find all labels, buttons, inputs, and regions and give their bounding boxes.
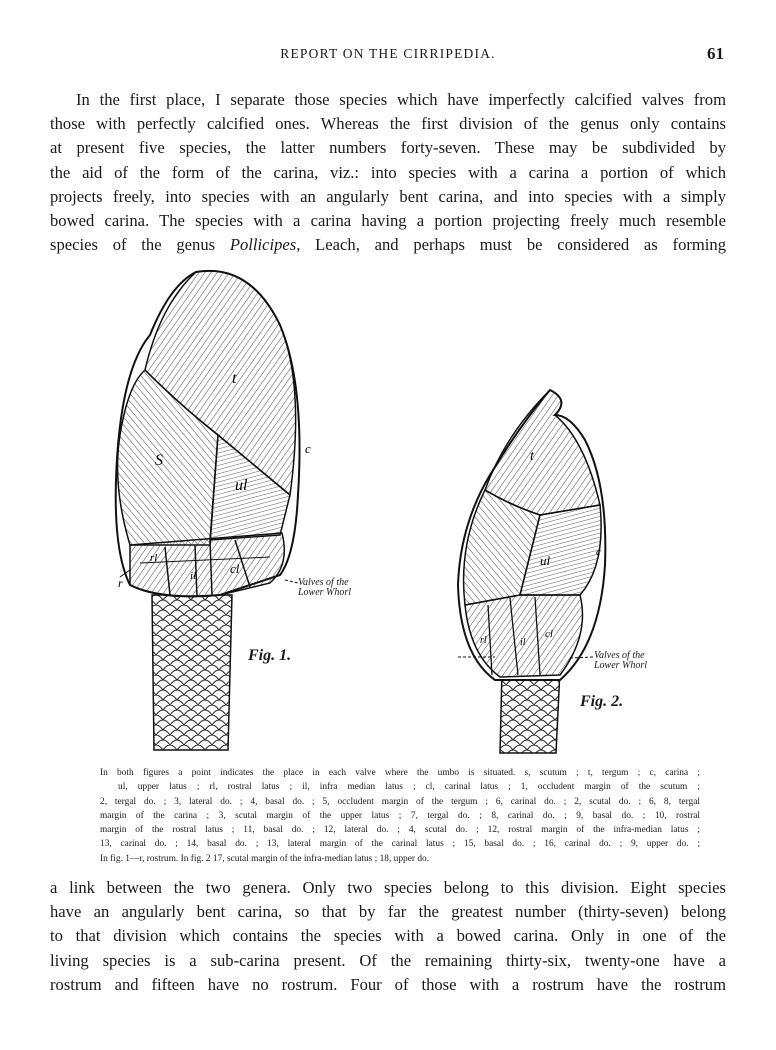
fig1-letter: r bbox=[118, 576, 123, 590]
text-line: bowed carina. The species with a carina having a portion projecting freely much resemble bbox=[50, 211, 726, 231]
text-line: have an angularly bent carina, so that by far the greatest number (thirty-seven) belong bbox=[50, 902, 726, 922]
caption-line: In fig. 1—r, rostrum. In fig. 2 17, scutal margin of the infra-median latus ; 18, upper do. bbox=[100, 853, 430, 864]
text-line: those with perfectly calcified ones. Whereas the first division of the genus only contains bbox=[50, 114, 726, 134]
text-line bbox=[50, 233, 726, 257]
fig2-letter: cl bbox=[545, 628, 553, 640]
fig1-letter: il bbox=[190, 570, 197, 582]
text-line: living species is a sub-carina present. Of the remaining thirty-six, twenty-one have a bbox=[50, 950, 726, 970]
fig2-letter: c bbox=[596, 546, 601, 558]
text-fragment: , Leach, and perhaps must be considered as forming bbox=[296, 235, 726, 255]
fig1-peduncle bbox=[152, 595, 232, 750]
fig2-valves-line: Valves of the bbox=[594, 650, 645, 661]
caption-line: ul, upper latus ; rl, rostral latus ; il, infra median latus ; cl, carinal latus ; 1, occludent margin of the scutum ; bbox=[118, 782, 700, 793]
text-line: the aid of the form of the carina, viz.: into species with a carina a portion of which bbox=[50, 162, 726, 182]
fig2-letter: il bbox=[520, 637, 526, 648]
figure-caption bbox=[100, 766, 700, 866]
caption-line: margin of the rostral latus ; 11, basal do. ; 12, lateral do. ; 4, scutal do. ; 12, rostral margin of the infra-median latus ; bbox=[100, 825, 700, 836]
fig1-letter: cl bbox=[230, 561, 240, 576]
text-fragment: species of the genus bbox=[50, 235, 230, 255]
fig2-peduncle bbox=[500, 670, 560, 753]
fig1-label: Fig. 1. bbox=[248, 647, 292, 664]
barnacle-illustration bbox=[100, 265, 660, 755]
caption-line: 2, tergal do. ; 3, lateral do. ; 4, basal do. ; 5, occludent margin of the tergum ; 6, carinal do. ; 2, scutal do. ; 6, 8, tergal bbox=[100, 796, 700, 807]
caption-line: In both figures a point indicates the place in each valve where the umbo is situated. s, scutum ; t, tergum ; c, carina ; bbox=[100, 768, 700, 778]
text-line: at present five species, the latter numbers forty-seven. These may be subdivided by bbox=[50, 138, 726, 158]
page-header bbox=[0, 46, 776, 68]
text-line: projects freely, into species with an angularly bent carina, and into species with a simply bbox=[50, 186, 726, 206]
text-line: rostrum and fifteen have no rostrum. Four of those with a rostrum have the rostrum bbox=[50, 974, 726, 994]
fig1-letter: rl bbox=[150, 552, 158, 564]
fig2-label: Fig. 2. bbox=[580, 693, 624, 710]
figure-plate bbox=[100, 265, 660, 755]
fig1-lower-whorl bbox=[130, 533, 284, 597]
fig2-letter: t bbox=[530, 449, 534, 464]
page-number: 61 bbox=[707, 44, 724, 63]
fig2-letter: rl bbox=[480, 635, 487, 646]
fig1-letter: ul bbox=[235, 477, 248, 494]
genus-name: Pollicipes bbox=[229, 235, 297, 255]
fig1-valves-label bbox=[298, 578, 351, 598]
fig1-letter: t bbox=[232, 370, 237, 387]
fig1-valves-line: Lower Whorl bbox=[298, 587, 352, 598]
paragraph-intro bbox=[50, 88, 726, 257]
caption-line: margin of the carina ; 3, scutal margin of the upper latus ; 7, tergal do. ; 8, carinal do. ; 9, basal do. ; 10, rostral bbox=[100, 810, 700, 821]
fig1-letter: S bbox=[155, 452, 163, 469]
fig2-letter: ul bbox=[540, 553, 551, 568]
running-title: REPORT ON THE CIRRIPEDIA. bbox=[280, 46, 496, 61]
text-line: a link between the two genera. Only two species belong to this division. Eight species bbox=[50, 878, 726, 897]
text-line: In the first place, I separate those species which have imperfectly calcified valves from bbox=[76, 90, 726, 109]
paragraph-continued bbox=[50, 876, 726, 997]
text-line: to that division which contains the species with a bowed carina. Only in one of the bbox=[50, 926, 726, 946]
fig1-valves-line: Valves of the bbox=[298, 577, 349, 588]
fig2-valves-label bbox=[594, 651, 647, 671]
fig1-letter: c bbox=[305, 441, 311, 456]
fig2-tergum bbox=[485, 390, 600, 515]
fig2-valves-line: Lower Whorl bbox=[594, 660, 648, 671]
caption-line: 13, carinal do. ; 14, basal do. ; 13, lateral margin of the carinal latus ; 15, basal do. ; 16, carinal do. ; 9, upper do. ; bbox=[100, 839, 700, 850]
